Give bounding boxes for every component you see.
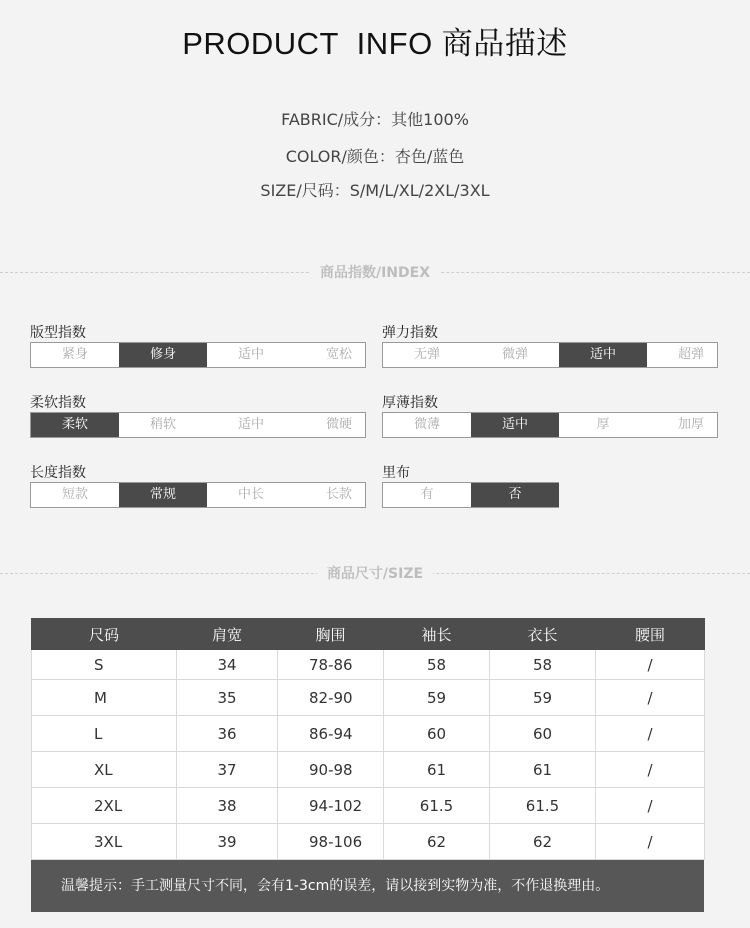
table-cell: / (596, 716, 705, 752)
index-option: 适中 (237, 347, 264, 362)
size-section-divider (0, 563, 750, 583)
table-cell: 98-106 (278, 824, 384, 860)
index-option: 有 (420, 487, 434, 502)
table-cell: S (32, 650, 177, 680)
table-cell: 3XL (32, 824, 177, 860)
table-cell: 61.5 (490, 788, 596, 824)
index-option: 中长 (237, 487, 264, 502)
table-cell: / (596, 650, 705, 680)
table-cell: / (596, 680, 705, 716)
table-row (32, 752, 705, 788)
table-cell: 58 (384, 650, 490, 680)
table-cell: 82-90 (278, 680, 384, 716)
table-cell: 78-86 (278, 650, 384, 680)
index-name: 厚薄指数 (382, 395, 438, 411)
index-option: 微薄 (413, 417, 440, 432)
table-cell: / (596, 788, 705, 824)
table-cell: 61 (490, 752, 596, 788)
index-option: 微硬 (325, 417, 352, 432)
index-option: 稍软 (149, 417, 176, 432)
column-header: 腰围 (596, 619, 705, 650)
length-index (30, 462, 366, 508)
table-row (32, 680, 705, 716)
index-name: 柔软指数 (30, 395, 86, 411)
table-cell: / (596, 752, 705, 788)
table-cell: 59 (490, 680, 596, 716)
index-name: 长度指数 (30, 465, 86, 481)
table-cell: 58 (490, 650, 596, 680)
table-cell: 36 (177, 716, 278, 752)
elastic-index (382, 322, 718, 368)
index-option-selected: 适中 (559, 343, 647, 367)
index-option-selected: 常规 (119, 483, 207, 507)
column-header: 肩宽 (177, 619, 278, 650)
index-section-divider (0, 262, 750, 282)
index-option: 适中 (237, 417, 264, 432)
table-cell: XL (32, 752, 177, 788)
index-option: 微弹 (501, 347, 528, 362)
lining-index (382, 462, 559, 508)
index-scale (30, 482, 366, 508)
index-option: 短款 (61, 487, 88, 502)
index-option: 厚 (596, 417, 610, 432)
table-cell: 94-102 (278, 788, 384, 824)
table-cell: / (596, 824, 705, 860)
index-option: 宽松 (325, 347, 352, 362)
fit-index (30, 322, 366, 368)
fabric-info: FABRIC/成分：其他100% (281, 110, 469, 129)
table-cell: 61.5 (384, 788, 490, 824)
index-option-selected: 否 (471, 483, 559, 507)
size-section-title: 商品尺寸/SIZE (317, 563, 433, 583)
column-header: 衣长 (490, 619, 596, 650)
index-option: 紧身 (61, 347, 88, 362)
index-scale (30, 412, 366, 438)
page-title: PRODUCT INFO 商品描述 (182, 26, 568, 61)
softness-index (30, 392, 366, 438)
table-header-row (32, 619, 705, 650)
index-option-selected: 适中 (471, 413, 559, 437)
index-option-selected: 柔软 (31, 413, 119, 437)
table-cell: 2XL (32, 788, 177, 824)
table-cell: 35 (177, 680, 278, 716)
column-header: 胸围 (278, 619, 384, 650)
table-cell: L (32, 716, 177, 752)
index-name: 弹力指数 (382, 325, 438, 341)
index-option: 加厚 (677, 417, 704, 432)
table-cell: 86-94 (278, 716, 384, 752)
table-cell: 90-98 (278, 752, 384, 788)
measurement-notice: 温馨提示：手工测量尺寸不同，会有1-3cm的误差，请以接到实物为准，不作退换理由。 (31, 860, 704, 912)
table-cell: 34 (177, 650, 278, 680)
column-header: 尺码 (32, 619, 177, 650)
size-table (31, 618, 705, 860)
index-name: 版型指数 (30, 325, 86, 341)
index-option: 长款 (325, 487, 352, 502)
color-info: COLOR/颜色：杏色/蓝色 (285, 147, 465, 166)
index-scale (382, 342, 718, 368)
column-header: 袖长 (384, 619, 490, 650)
table-row (32, 716, 705, 752)
table-cell: 61 (384, 752, 490, 788)
table-cell: 62 (384, 824, 490, 860)
thickness-index (382, 392, 718, 438)
index-scale (382, 412, 718, 438)
index-section-title: 商品指数/INDEX (310, 262, 440, 282)
index-scale (382, 482, 559, 508)
table-cell: 59 (384, 680, 490, 716)
table-row (32, 824, 705, 860)
index-option: 无弹 (413, 347, 440, 362)
table-cell: 38 (177, 788, 278, 824)
table-row (32, 788, 705, 824)
table-cell: 60 (490, 716, 596, 752)
table-cell: 39 (177, 824, 278, 860)
table-cell: 37 (177, 752, 278, 788)
index-option: 超弹 (677, 347, 704, 362)
table-cell: M (32, 680, 177, 716)
size-info: SIZE/尺码：S/M/L/XL/2XL/3XL (260, 181, 490, 200)
index-option-selected: 修身 (119, 343, 207, 367)
index-scale (30, 342, 366, 368)
index-name: 里布 (382, 465, 410, 481)
table-row (32, 650, 705, 680)
table-cell: 60 (384, 716, 490, 752)
table-cell: 62 (490, 824, 596, 860)
